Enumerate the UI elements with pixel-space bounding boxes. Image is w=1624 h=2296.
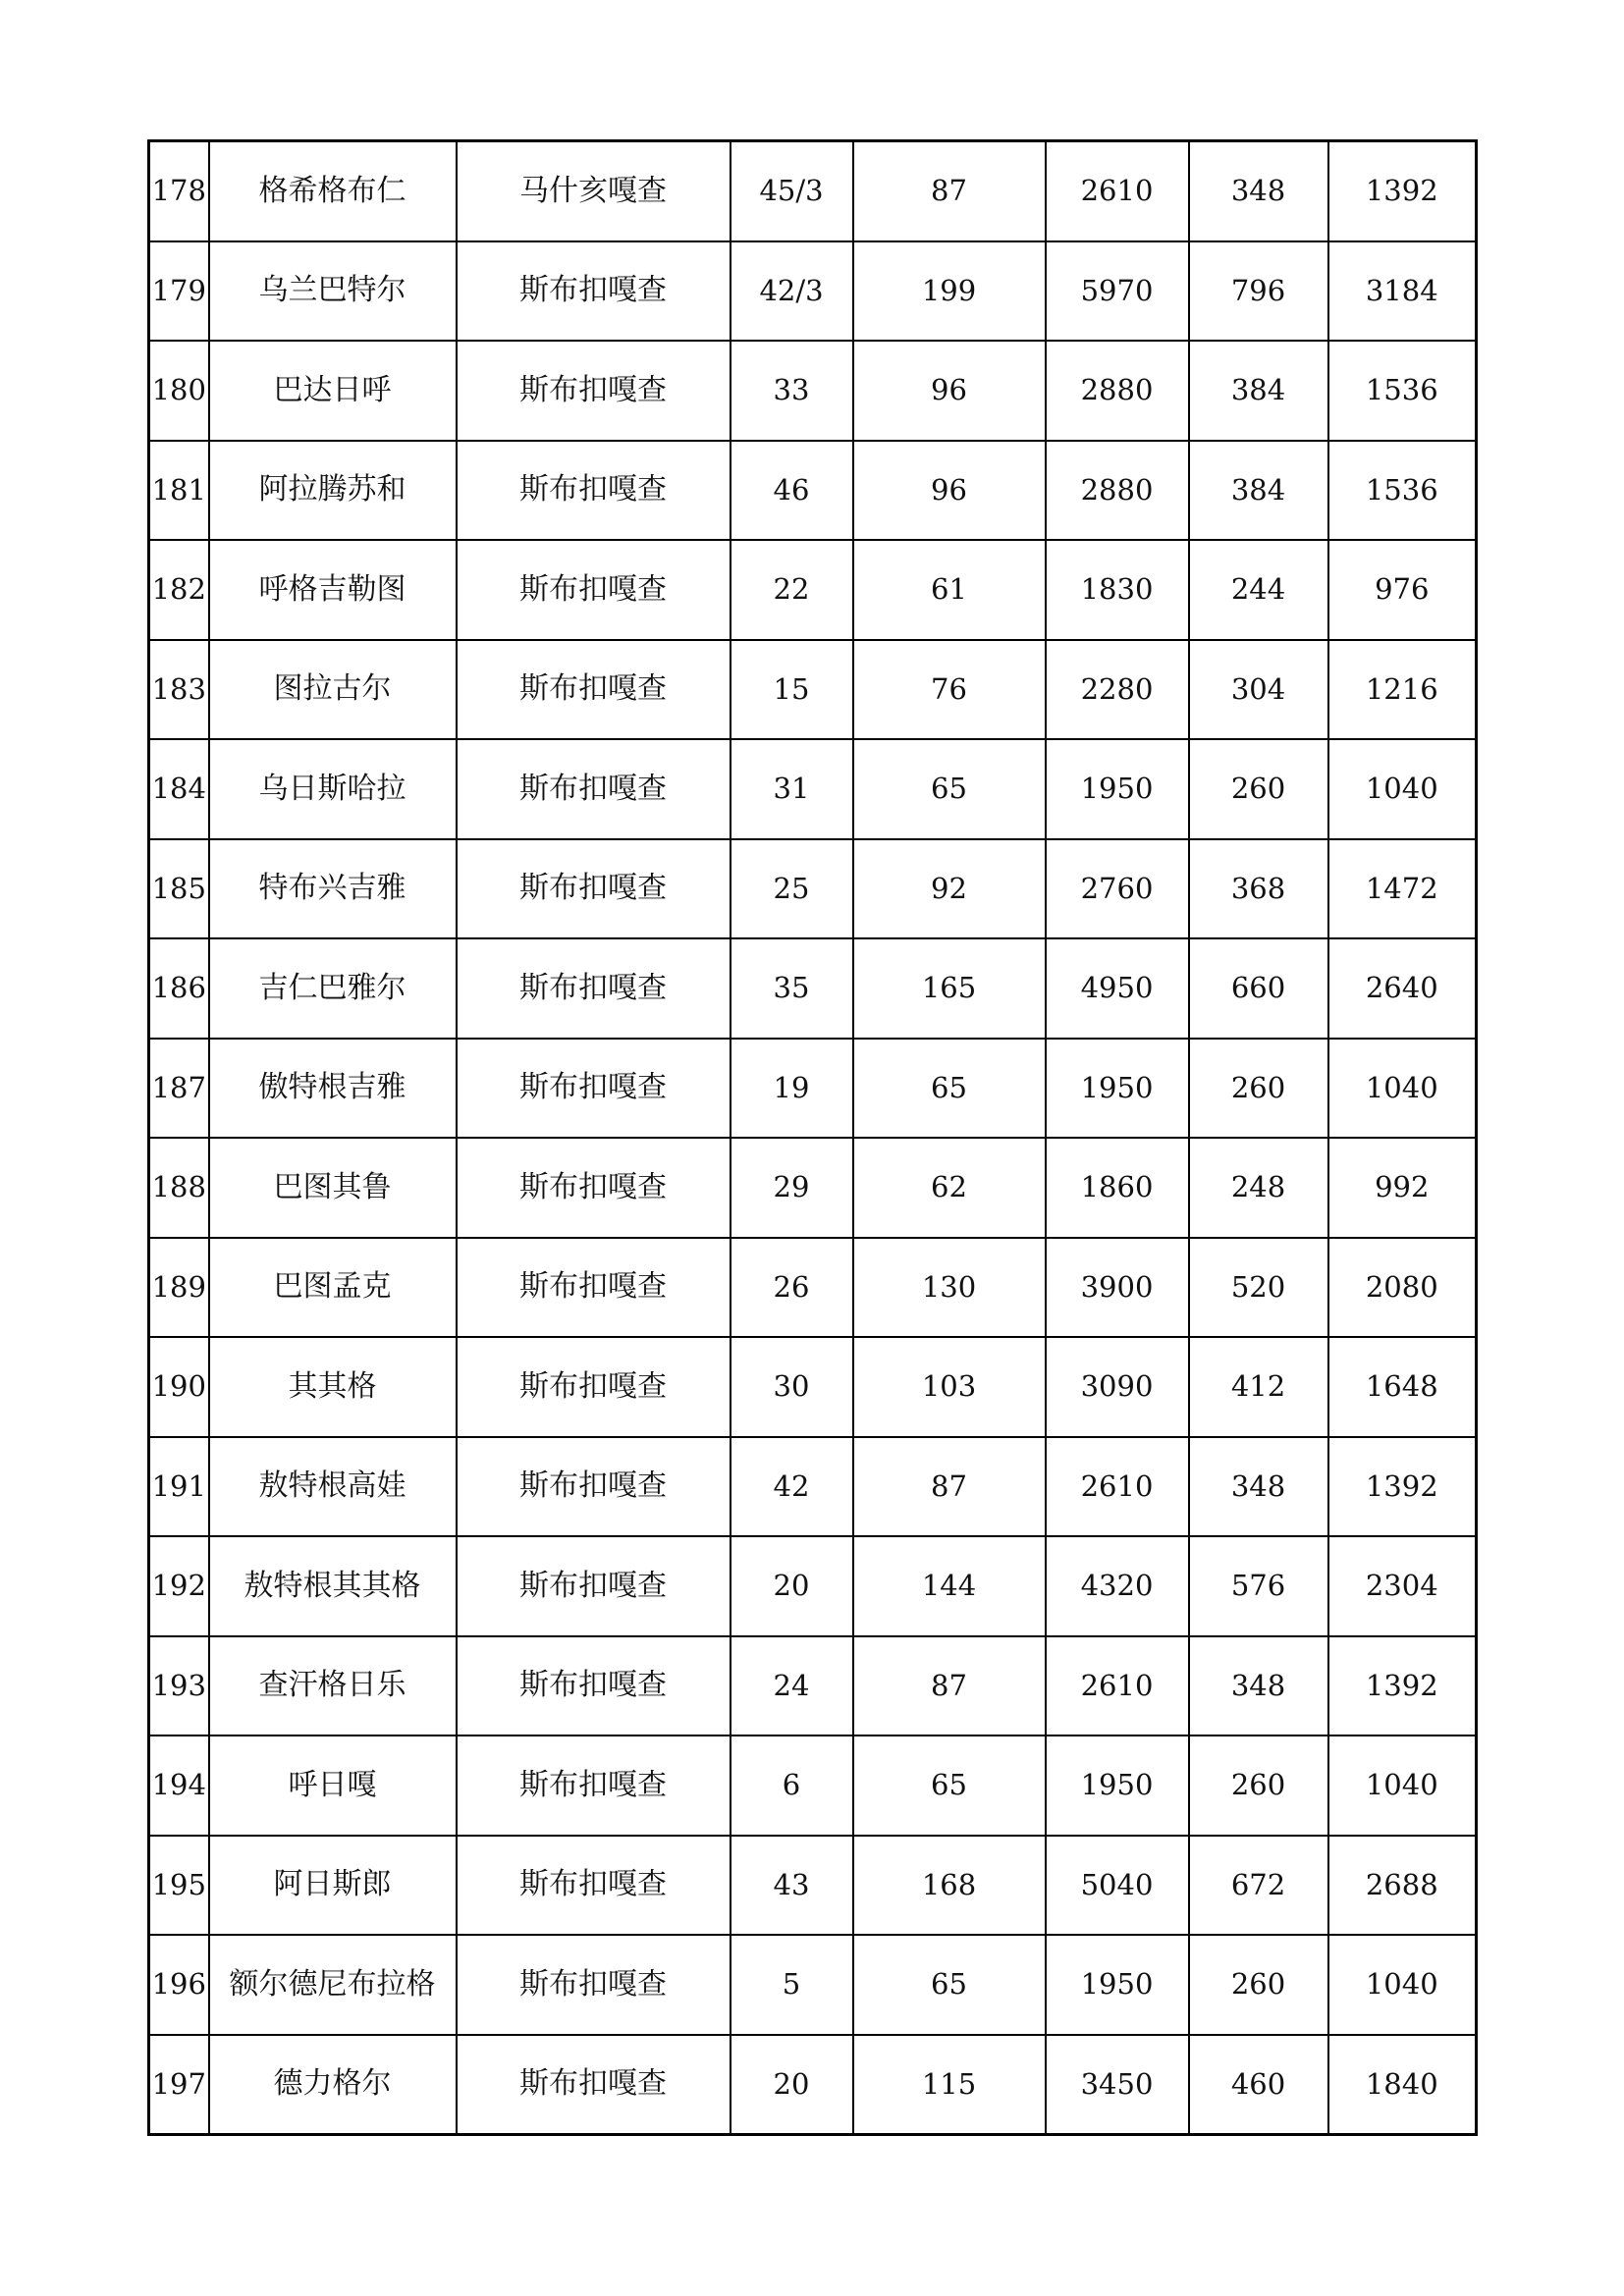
table-row <box>149 1935 1477 2035</box>
village-cell: 斯布扣嘎查 <box>457 1735 731 1836</box>
amount-cell: 1860 <box>1046 1138 1189 1238</box>
table-row <box>149 1039 1477 1139</box>
village-cell: 斯布扣嘎查 <box>457 441 731 541</box>
name-cell: 巴图其鲁 <box>209 1138 457 1238</box>
share-b-cell: 992 <box>1328 1138 1477 1238</box>
area-cell: 42 <box>731 1437 853 1537</box>
table-row <box>149 1138 1477 1238</box>
share-a-cell: 412 <box>1189 1337 1328 1437</box>
row-index-cell: 191 <box>149 1437 209 1537</box>
name-cell: 图拉古尔 <box>209 640 457 740</box>
name-cell: 傲特根吉雅 <box>209 1039 457 1139</box>
share-b-cell: 1392 <box>1328 1437 1477 1537</box>
amount-cell: 1830 <box>1046 540 1189 640</box>
name-cell: 其其格 <box>209 1337 457 1437</box>
area-cell: 24 <box>731 1636 853 1736</box>
area-cell: 42/3 <box>731 241 853 342</box>
count-cell: 61 <box>853 540 1046 640</box>
row-index-cell: 195 <box>149 1836 209 1936</box>
table-row <box>149 739 1477 839</box>
table-row <box>149 2035 1477 2135</box>
amount-cell: 3900 <box>1046 1238 1189 1338</box>
count-cell: 65 <box>853 739 1046 839</box>
share-a-cell: 260 <box>1189 1039 1328 1139</box>
village-cell: 斯布扣嘎查 <box>457 640 731 740</box>
amount-cell: 2880 <box>1046 441 1189 541</box>
amount-cell: 5970 <box>1046 241 1189 342</box>
count-cell: 65 <box>853 1935 1046 2035</box>
amount-cell: 2280 <box>1046 640 1189 740</box>
row-index-cell: 180 <box>149 341 209 441</box>
name-cell: 敖特根其其格 <box>209 1536 457 1636</box>
amount-cell: 1950 <box>1046 1735 1189 1836</box>
name-cell: 乌兰巴特尔 <box>209 241 457 342</box>
share-b-cell: 2640 <box>1328 938 1477 1039</box>
area-cell: 46 <box>731 441 853 541</box>
amount-cell: 4320 <box>1046 1536 1189 1636</box>
name-cell: 吉仁巴雅尔 <box>209 938 457 1039</box>
amount-cell: 2880 <box>1046 341 1189 441</box>
share-b-cell: 1472 <box>1328 839 1477 939</box>
area-cell: 22 <box>731 540 853 640</box>
amount-cell: 3090 <box>1046 1337 1189 1437</box>
share-a-cell: 660 <box>1189 938 1328 1039</box>
count-cell: 130 <box>853 1238 1046 1338</box>
name-cell: 额尔德尼布拉格 <box>209 1935 457 2035</box>
count-cell: 199 <box>853 241 1046 342</box>
village-cell: 斯布扣嘎查 <box>457 1238 731 1338</box>
name-cell: 呼日嘎 <box>209 1735 457 1836</box>
name-cell: 阿日斯郎 <box>209 1836 457 1936</box>
share-a-cell: 576 <box>1189 1536 1328 1636</box>
village-cell: 斯布扣嘎查 <box>457 540 731 640</box>
amount-cell: 2760 <box>1046 839 1189 939</box>
share-b-cell: 1040 <box>1328 1935 1477 2035</box>
row-index-cell: 181 <box>149 441 209 541</box>
share-a-cell: 460 <box>1189 2035 1328 2135</box>
share-a-cell: 260 <box>1189 739 1328 839</box>
count-cell: 92 <box>853 839 1046 939</box>
row-index-cell: 188 <box>149 1138 209 1238</box>
village-cell: 斯布扣嘎查 <box>457 1039 731 1139</box>
row-index-cell: 197 <box>149 2035 209 2135</box>
row-index-cell: 190 <box>149 1337 209 1437</box>
amount-cell: 1950 <box>1046 1039 1189 1139</box>
area-cell: 15 <box>731 640 853 740</box>
table-row <box>149 1636 1477 1736</box>
amount-cell: 2610 <box>1046 1437 1189 1537</box>
amount-cell: 1950 <box>1046 1935 1189 2035</box>
table-row <box>149 1836 1477 1936</box>
area-cell: 29 <box>731 1138 853 1238</box>
table-row <box>149 341 1477 441</box>
row-index-cell: 182 <box>149 540 209 640</box>
row-index-cell: 186 <box>149 938 209 1039</box>
table-body <box>149 141 1477 2135</box>
area-cell: 43 <box>731 1836 853 1936</box>
village-cell: 斯布扣嘎查 <box>457 341 731 441</box>
village-cell: 斯布扣嘎查 <box>457 1337 731 1437</box>
name-cell: 呼格吉勒图 <box>209 540 457 640</box>
share-b-cell: 1648 <box>1328 1337 1477 1437</box>
area-cell: 45/3 <box>731 141 853 241</box>
share-b-cell: 1040 <box>1328 739 1477 839</box>
share-a-cell: 384 <box>1189 441 1328 541</box>
row-index-cell: 193 <box>149 1636 209 1736</box>
share-b-cell: 1392 <box>1328 141 1477 241</box>
name-cell: 乌日斯哈拉 <box>209 739 457 839</box>
count-cell: 65 <box>853 1039 1046 1139</box>
share-b-cell: 1040 <box>1328 1735 1477 1836</box>
area-cell: 31 <box>731 739 853 839</box>
village-cell: 马什亥嘎查 <box>457 141 731 241</box>
name-cell: 查汗格日乐 <box>209 1636 457 1736</box>
share-b-cell: 2688 <box>1328 1836 1477 1936</box>
share-a-cell: 260 <box>1189 1935 1328 2035</box>
share-a-cell: 796 <box>1189 241 1328 342</box>
table-row <box>149 241 1477 342</box>
share-b-cell: 976 <box>1328 540 1477 640</box>
share-b-cell: 2080 <box>1328 1238 1477 1338</box>
share-a-cell: 244 <box>1189 540 1328 640</box>
village-cell: 斯布扣嘎查 <box>457 1138 731 1238</box>
share-b-cell: 1040 <box>1328 1039 1477 1139</box>
area-cell: 30 <box>731 1337 853 1437</box>
share-a-cell: 348 <box>1189 1437 1328 1537</box>
table-row <box>149 1437 1477 1537</box>
row-index-cell: 184 <box>149 739 209 839</box>
share-a-cell: 348 <box>1189 1636 1328 1736</box>
village-cell: 斯布扣嘎查 <box>457 1536 731 1636</box>
row-index-cell: 189 <box>149 1238 209 1338</box>
village-cell: 斯布扣嘎查 <box>457 739 731 839</box>
share-b-cell: 1536 <box>1328 441 1477 541</box>
row-index-cell: 185 <box>149 839 209 939</box>
data-table <box>147 139 1478 2136</box>
share-a-cell: 368 <box>1189 839 1328 939</box>
count-cell: 115 <box>853 2035 1046 2135</box>
village-cell: 斯布扣嘎查 <box>457 839 731 939</box>
share-a-cell: 672 <box>1189 1836 1328 1936</box>
area-cell: 25 <box>731 839 853 939</box>
count-cell: 103 <box>853 1337 1046 1437</box>
village-cell: 斯布扣嘎查 <box>457 241 731 342</box>
count-cell: 168 <box>853 1836 1046 1936</box>
row-index-cell: 187 <box>149 1039 209 1139</box>
table-row <box>149 1536 1477 1636</box>
row-index-cell: 179 <box>149 241 209 342</box>
area-cell: 20 <box>731 2035 853 2135</box>
share-b-cell: 1840 <box>1328 2035 1477 2135</box>
name-cell: 巴达日呼 <box>209 341 457 441</box>
name-cell: 阿拉腾苏和 <box>209 441 457 541</box>
count-cell: 62 <box>853 1138 1046 1238</box>
row-index-cell: 194 <box>149 1735 209 1836</box>
share-a-cell: 304 <box>1189 640 1328 740</box>
row-index-cell: 196 <box>149 1935 209 2035</box>
village-cell: 斯布扣嘎查 <box>457 1437 731 1537</box>
area-cell: 35 <box>731 938 853 1039</box>
share-b-cell: 1536 <box>1328 341 1477 441</box>
table-row <box>149 640 1477 740</box>
name-cell: 巴图孟克 <box>209 1238 457 1338</box>
name-cell: 特布兴吉雅 <box>209 839 457 939</box>
table-row <box>149 1337 1477 1437</box>
name-cell: 敖特根高娃 <box>209 1437 457 1537</box>
table-row <box>149 540 1477 640</box>
count-cell: 165 <box>853 938 1046 1039</box>
village-cell: 斯布扣嘎查 <box>457 1935 731 2035</box>
count-cell: 96 <box>853 441 1046 541</box>
table-row <box>149 141 1477 241</box>
area-cell: 6 <box>731 1735 853 1836</box>
table-row <box>149 938 1477 1039</box>
amount-cell: 4950 <box>1046 938 1189 1039</box>
amount-cell: 3450 <box>1046 2035 1189 2135</box>
village-cell: 斯布扣嘎查 <box>457 1836 731 1936</box>
village-cell: 斯布扣嘎查 <box>457 938 731 1039</box>
amount-cell: 1950 <box>1046 739 1189 839</box>
row-index-cell: 178 <box>149 141 209 241</box>
share-a-cell: 348 <box>1189 141 1328 241</box>
row-index-cell: 192 <box>149 1536 209 1636</box>
count-cell: 96 <box>853 341 1046 441</box>
share-b-cell: 1392 <box>1328 1636 1477 1736</box>
share-b-cell: 2304 <box>1328 1536 1477 1636</box>
count-cell: 87 <box>853 1636 1046 1736</box>
row-index-cell: 183 <box>149 640 209 740</box>
amount-cell: 2610 <box>1046 141 1189 241</box>
area-cell: 19 <box>731 1039 853 1139</box>
amount-cell: 2610 <box>1046 1636 1189 1736</box>
share-b-cell: 1216 <box>1328 640 1477 740</box>
table-row <box>149 441 1477 541</box>
village-cell: 斯布扣嘎查 <box>457 1636 731 1736</box>
count-cell: 87 <box>853 1437 1046 1537</box>
table-row <box>149 1735 1477 1836</box>
area-cell: 20 <box>731 1536 853 1636</box>
area-cell: 5 <box>731 1935 853 2035</box>
share-a-cell: 520 <box>1189 1238 1328 1338</box>
area-cell: 33 <box>731 341 853 441</box>
table-row <box>149 1238 1477 1338</box>
name-cell: 格希格布仁 <box>209 141 457 241</box>
count-cell: 87 <box>853 141 1046 241</box>
area-cell: 26 <box>731 1238 853 1338</box>
count-cell: 144 <box>853 1536 1046 1636</box>
count-cell: 76 <box>853 640 1046 740</box>
share-a-cell: 260 <box>1189 1735 1328 1836</box>
share-b-cell: 3184 <box>1328 241 1477 342</box>
amount-cell: 5040 <box>1046 1836 1189 1936</box>
share-a-cell: 384 <box>1189 341 1328 441</box>
village-cell: 斯布扣嘎查 <box>457 2035 731 2135</box>
count-cell: 65 <box>853 1735 1046 1836</box>
name-cell: 德力格尔 <box>209 2035 457 2135</box>
share-a-cell: 248 <box>1189 1138 1328 1238</box>
table-row <box>149 839 1477 939</box>
